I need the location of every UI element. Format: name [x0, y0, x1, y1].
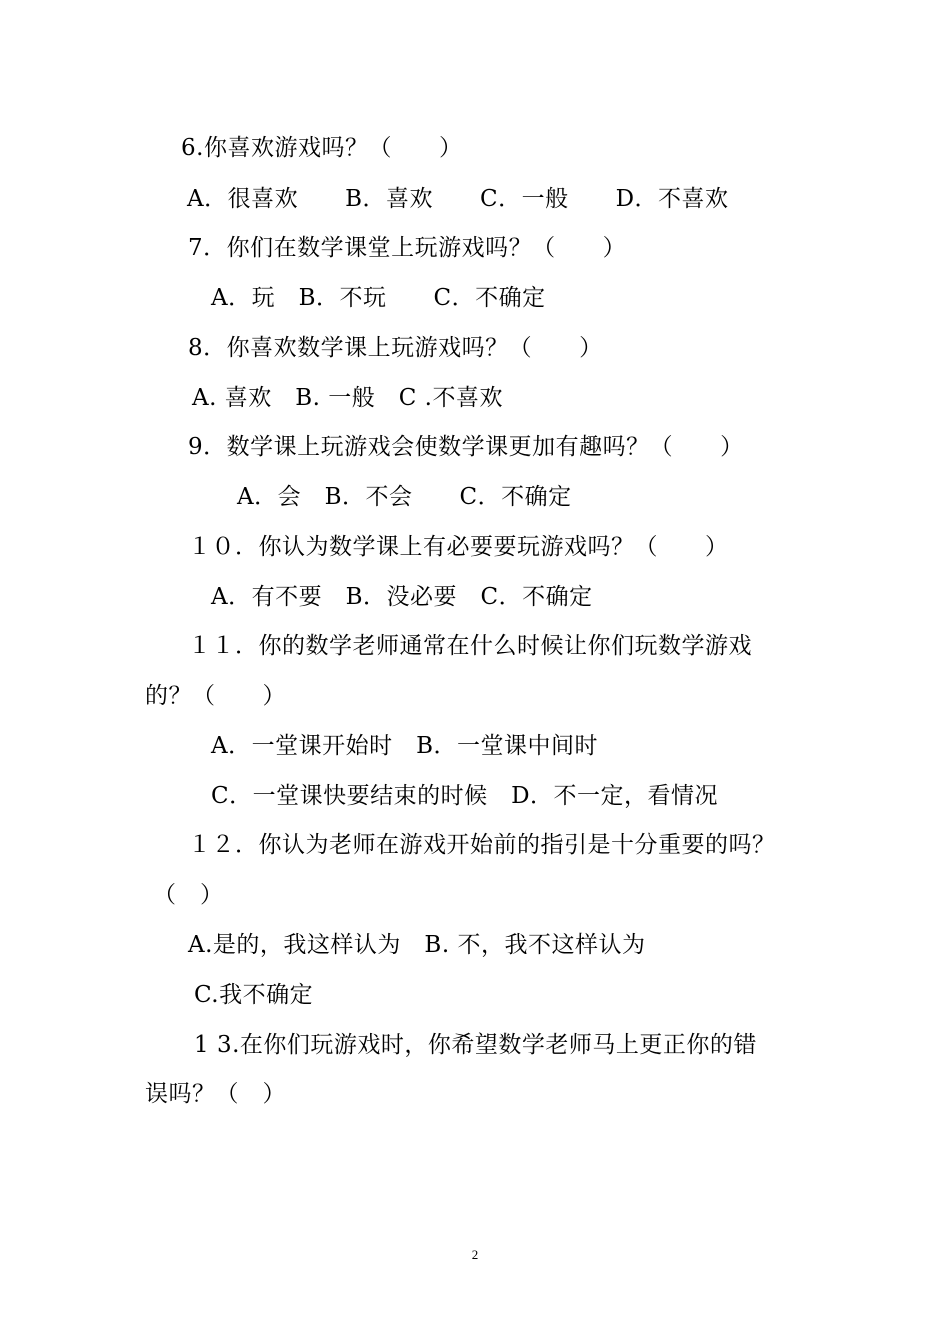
- question-12: １２．你认为老师在游戏开始前的指引是十分重要的吗？: [188, 832, 776, 858]
- question-7-options: A．玩 B．不玩 C．不确定: [211, 285, 546, 311]
- question-7: 7．你们在数学课堂上玩游戏吗？（ ）: [188, 235, 627, 261]
- question-13-continued: 误吗？（ ）: [145, 1081, 286, 1107]
- question-8: 8．你喜欢数学课上玩游戏吗？（ ）: [188, 335, 603, 361]
- question-11: １１．你的数学老师通常在什么时候让你们玩数学游戏: [188, 633, 752, 659]
- question-11-options-a-b: A．一堂课开始时 B．一堂课中间时: [211, 733, 599, 759]
- question-12-option-c: C.我不确定: [194, 982, 314, 1008]
- question-6-options: A．很喜欢 B．喜欢 C．一般 D．不喜欢: [187, 186, 729, 212]
- question-9: 9．数学课上玩游戏会使数学课更加有趣吗？（ ）: [188, 434, 744, 460]
- question-13: 1 3.在你们玩游戏时，你希望数学老师马上更正你的错: [194, 1032, 757, 1058]
- question-10-options: A．有不要 B．没必要 C．不确定: [211, 584, 593, 610]
- page-number: 2: [471, 1247, 479, 1262]
- question-11-continued: 的？（ ）: [145, 683, 286, 709]
- question-11-options-c-d: C．一堂课快要结束的时候 D．不一定，看情况: [211, 783, 719, 809]
- question-6: 6.你喜欢游戏吗？（ ）: [181, 135, 463, 161]
- question-10: １０．你认为数学课上有必要要玩游戏吗？（ ）: [188, 534, 729, 560]
- question-12-continued: （ ）: [153, 882, 224, 908]
- question-12-options-a-b: A.是的，我这样认为 B. 不，我不这样认为: [188, 932, 646, 958]
- question-8-options: A. 喜欢 B. 一般 C .不喜欢: [192, 385, 503, 411]
- question-9-options: A．会 B．不会 C．不确定: [237, 484, 572, 510]
